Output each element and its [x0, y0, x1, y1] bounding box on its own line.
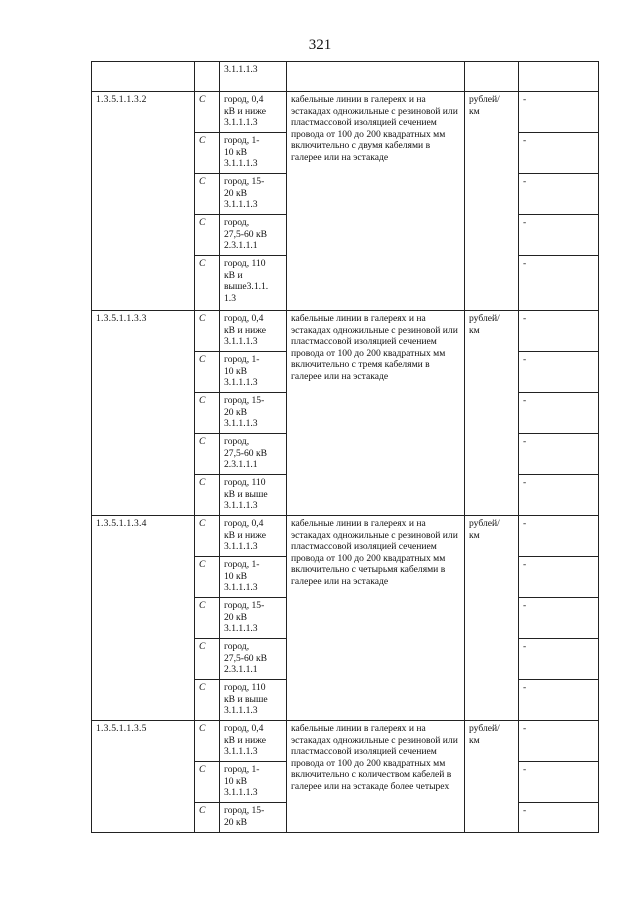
description-cell: кабельные линии в галереях и на эстакадах одножильные с резиновой или пластмассовой изоляцией сечением провода от 100 до 200 квадратных мм включительно с количеством кабелей в галерее или на эстакаде более четырех — [287, 721, 465, 833]
unit-cell-text: рублей/ км — [469, 723, 500, 746]
region-cell — [220, 92, 287, 133]
value-cell: - — [519, 680, 599, 721]
kind-cell: С — [195, 639, 220, 680]
region-cell-text: город, 0,4 кВ и ниже 3.1.1.1.3 — [224, 723, 267, 758]
region-cell — [220, 803, 287, 833]
region-cell — [220, 215, 287, 256]
code-cell: 1.3.5.1.1.3.4 — [92, 516, 195, 721]
region-cell — [220, 680, 287, 721]
region-cell-text: город, 27,5-60 кВ 2.3.1.1.1 — [224, 641, 268, 676]
unit-cell — [465, 62, 519, 92]
region-cell — [220, 311, 287, 352]
region-cell — [220, 639, 287, 680]
region-cell — [220, 721, 287, 762]
region-cell — [220, 256, 287, 311]
kind-cell: С — [195, 598, 220, 639]
region-cell-text: город, 110 кВ и выше3.1.1. 1.3 — [224, 258, 269, 304]
unit-cell-text: рублей/ км — [469, 313, 500, 336]
unit-cell — [465, 721, 519, 833]
value-cell: - — [519, 352, 599, 393]
value-cell: - — [519, 516, 599, 557]
kind-cell: С — [195, 762, 220, 803]
table-row — [92, 62, 599, 92]
kind-cell: С — [195, 256, 220, 311]
description-cell: кабельные линии в галереях и на эстакадах одножильные с резиновой или пластмассовой изоляцией сечением провода от 100 до 200 квадратных мм включительно с тремя кабелями в галерее или на эстакаде — [287, 311, 465, 516]
region-cell-text: город, 15- 20 кВ 3.1.1.1.3 — [224, 600, 265, 635]
unit-cell-text: рублей/ км — [469, 518, 500, 541]
value-cell: - — [519, 721, 599, 762]
region-cell — [220, 475, 287, 516]
value-cell: - — [519, 434, 599, 475]
region-cell — [220, 598, 287, 639]
region-cell-text: город, 0,4 кВ и ниже 3.1.1.1.3 — [224, 518, 267, 553]
value-cell: - — [519, 174, 599, 215]
unit-cell — [465, 516, 519, 721]
region-cell-text: город, 1- 10 кВ 3.1.1.1.3 — [224, 559, 260, 594]
region-cell-text: город, 0,4 кВ и ниже 3.1.1.1.3 — [224, 94, 267, 129]
kind-cell: С — [195, 174, 220, 215]
kind-cell: С — [195, 721, 220, 762]
tariff-body — [92, 62, 599, 833]
table-row — [92, 721, 599, 762]
description-cell: кабельные линии в галереях и на эстакадах одножильные с резиновой или пластмассовой изоляцией сечением провода от 100 до 200 квадратных мм включительно с четырьмя кабелями в галерее или на эстакаде — [287, 516, 465, 721]
region-cell-text: город, 15- 20 кВ 3.1.1.1.3 — [224, 176, 265, 211]
value-cell: - — [519, 215, 599, 256]
code-cell: 1.3.5.1.1.3.5 — [92, 721, 195, 833]
region-cell — [220, 434, 287, 475]
region-cell-text: город, 110 кВ и выше 3.1.1.1.3 — [224, 477, 268, 512]
code-cell — [92, 62, 195, 92]
table-row — [92, 516, 599, 557]
value-cell: - — [519, 133, 599, 174]
unit-cell-text: рублей/ км — [469, 94, 500, 117]
region-cell-text: город, 0,4 кВ и ниже 3.1.1.1.3 — [224, 313, 267, 348]
region-cell-text: город, 110 кВ и выше 3.1.1.1.3 — [224, 682, 268, 717]
value-cell: - — [519, 393, 599, 434]
kind-cell: С — [195, 680, 220, 721]
region-cell — [220, 393, 287, 434]
table-row — [92, 92, 599, 133]
kind-cell: С — [195, 92, 220, 133]
description-cell — [287, 62, 465, 92]
region-cell-text: город, 15- 20 кВ — [224, 805, 265, 828]
unit-cell — [465, 311, 519, 516]
region-cell — [220, 557, 287, 598]
code-cell: 1.3.5.1.1.3.2 — [92, 92, 195, 311]
kind-cell: С — [195, 475, 220, 516]
region-cell-text: город, 1- 10 кВ 3.1.1.1.3 — [224, 764, 260, 799]
kind-cell: С — [195, 215, 220, 256]
region-cell-text: город, 1- 10 кВ 3.1.1.1.3 — [224, 354, 260, 389]
value-cell: - — [519, 598, 599, 639]
region-cell-text: город, 27,5-60 кВ 2.3.1.1.1 — [224, 436, 268, 471]
kind-cell: С — [195, 352, 220, 393]
value-cell: - — [519, 256, 599, 311]
description-cell: кабельные линии в галереях и на эстакадах одножильные с резиновой или пластмассовой изоляцией сечением провода от 100 до 200 квадратных мм включительно с двумя кабелями в галерее или на эстакаде — [287, 92, 465, 311]
value-cell: - — [519, 803, 599, 833]
value-cell: - — [519, 475, 599, 516]
kind-cell: С — [195, 434, 220, 475]
value-cell: - — [519, 92, 599, 133]
value-cell: - — [519, 762, 599, 803]
kind-cell: С — [195, 516, 220, 557]
region-cell — [220, 174, 287, 215]
region-cell: 3.1.1.1.3 — [220, 62, 287, 92]
code-cell: 1.3.5.1.1.3.3 — [92, 311, 195, 516]
kind-cell: С — [195, 133, 220, 174]
kind-cell — [195, 62, 220, 92]
kind-cell: С — [195, 311, 220, 352]
unit-cell — [465, 92, 519, 311]
region-cell — [220, 516, 287, 557]
value-cell: - — [519, 639, 599, 680]
kind-cell: С — [195, 557, 220, 598]
region-cell-text: город, 15- 20 кВ 3.1.1.1.3 — [224, 395, 265, 430]
value-cell — [519, 62, 599, 92]
region-cell-text: город, 27,5-60 кВ 2.3.1.1.1 — [224, 217, 268, 252]
tariff-table — [91, 61, 599, 833]
kind-cell: С — [195, 803, 220, 833]
table-row — [92, 311, 599, 352]
page-number: 321 — [308, 37, 332, 53]
region-cell — [220, 352, 287, 393]
region-cell — [220, 762, 287, 803]
kind-cell: С — [195, 393, 220, 434]
region-cell-text: город, 1- 10 кВ 3.1.1.1.3 — [224, 135, 260, 170]
value-cell: - — [519, 311, 599, 352]
region-cell — [220, 133, 287, 174]
value-cell: - — [519, 557, 599, 598]
